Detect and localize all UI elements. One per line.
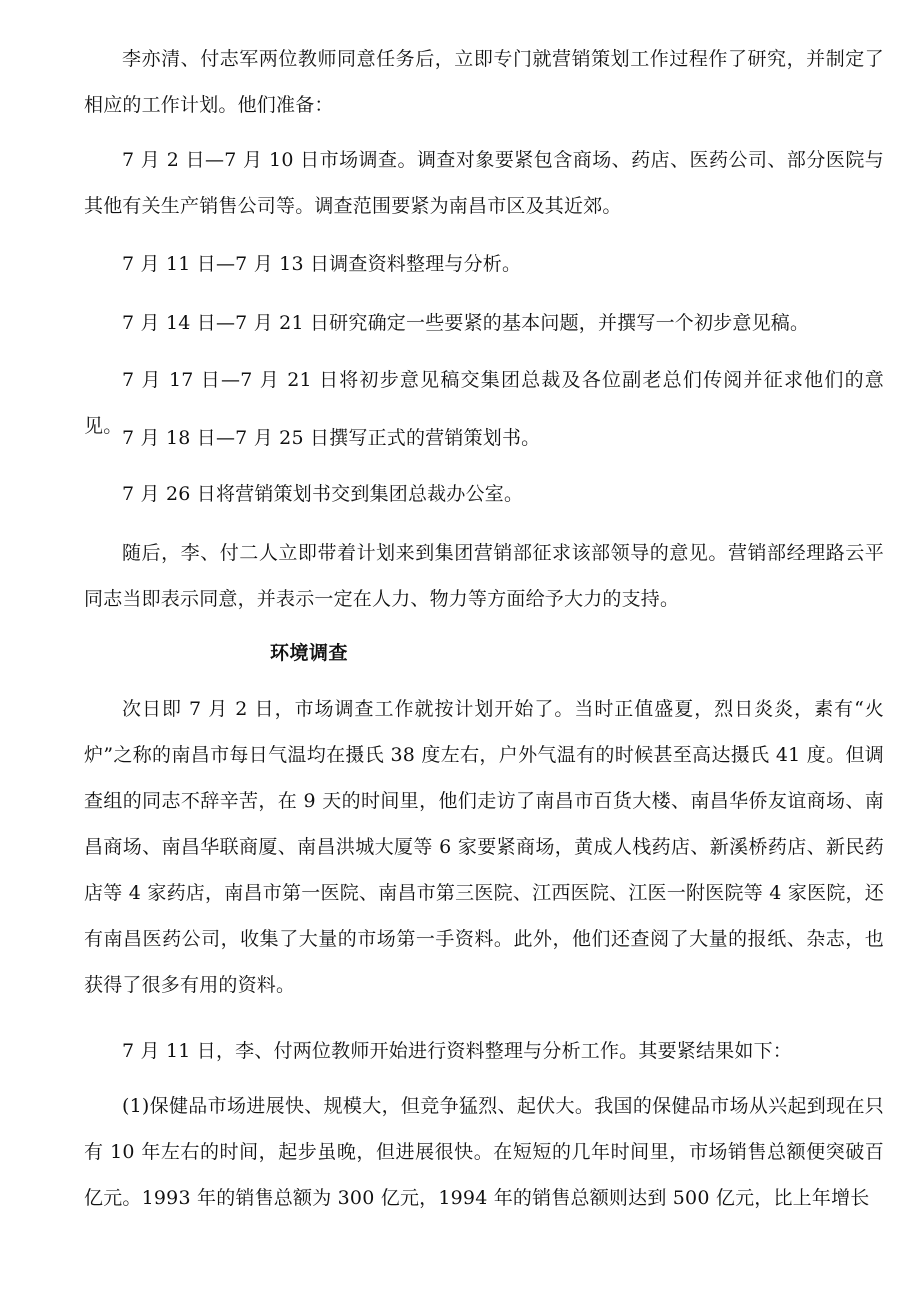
paragraph-market-survey: 7 月 2 日—7 月 10 日市场调查。调查对象要紧包含商场、药店、医药公司、部分医院与其他有关生产销售公司等。调查范围要紧为南昌市区及其近郊。 xyxy=(84,149,884,217)
paragraph-draft-review: 7 月 17 日—7 月 21 日将初步意见稿交集团总裁及各位副老总们传阅并征求他们的意见。 xyxy=(84,369,884,437)
paragraph-analysis-start: 7 月 11 日，李、付两位教师开始进行资料整理与分析工作。其要紧结果如下： xyxy=(122,1040,792,1062)
paragraph-marketing-dept: 随后，李、付二人立即带着计划来到集团营销部征求该部领导的意见。营销部经理路云平同志当即表示同意，并表示一定在人力、物力等方面给予大力的支持。 xyxy=(84,542,884,610)
paragraph-submission: 7 月 26 日将营销策划书交到集团总裁办公室。 xyxy=(122,483,524,505)
paragraph-market-growth: (1)保健品市场进展快、规模大，但竞争猛烈、起伏大。我国的保健品市场从兴起到现在只有 10 年左右的时间，起步虽晚，但进展很快。在短短的几年时间里，市场销售总额便突破百亿元。1993 年的销售总额为 300 亿元，1994 年的销售总额则达到 500 亿元，比上年增长 xyxy=(84,1095,884,1209)
paragraph-draft-writing: 7 月 14 日—7 月 21 日研究确定一些要紧的基本问题，并撰写一个初步意见稿。 xyxy=(122,312,810,334)
paragraph-plan-intro: 李亦清、付志军两位教师同意任务后，立即专门就营销策划工作过程作了研究，并制定了相应的工作计划。他们准备： xyxy=(84,48,884,116)
paragraph-data-analysis: 7 月 11 日—7 月 13 日调查资料整理与分析。 xyxy=(122,253,522,275)
paragraph-formal-plan: 7 月 18 日—7 月 25 日撰写正式的营销策划书。 xyxy=(122,427,541,449)
paragraph-survey-process: 次日即 7 月 2 日，市场调查工作就按计划开始了。当时正值盛夏，烈日炎炎，素有“火炉”之称的南昌市每日气温均在摄氏 38 度左右，户外气温有的时候甚至高达摄氏 41 度。但调查组的同志不辞辛苦，在 9 天的时间里，他们走访了南昌市百货大楼、南昌华侨友谊商场、南昌商场、南昌华联商厦、南昌洪城大厦等 6 家要紧商场，黄成人栈药店、新溪桥药店、新民药店等 4 家药店，南昌市第一医院、南昌市第三医院、江西医院、江医一附医院等 4 家医院，还有南昌医药公司，收集了大量的市场第一手资料。此外，他们还查阅了大量的报纸、杂志，也获得了很多有用的资料。 xyxy=(84,698,884,996)
section-heading: 环境调查 xyxy=(270,642,349,664)
